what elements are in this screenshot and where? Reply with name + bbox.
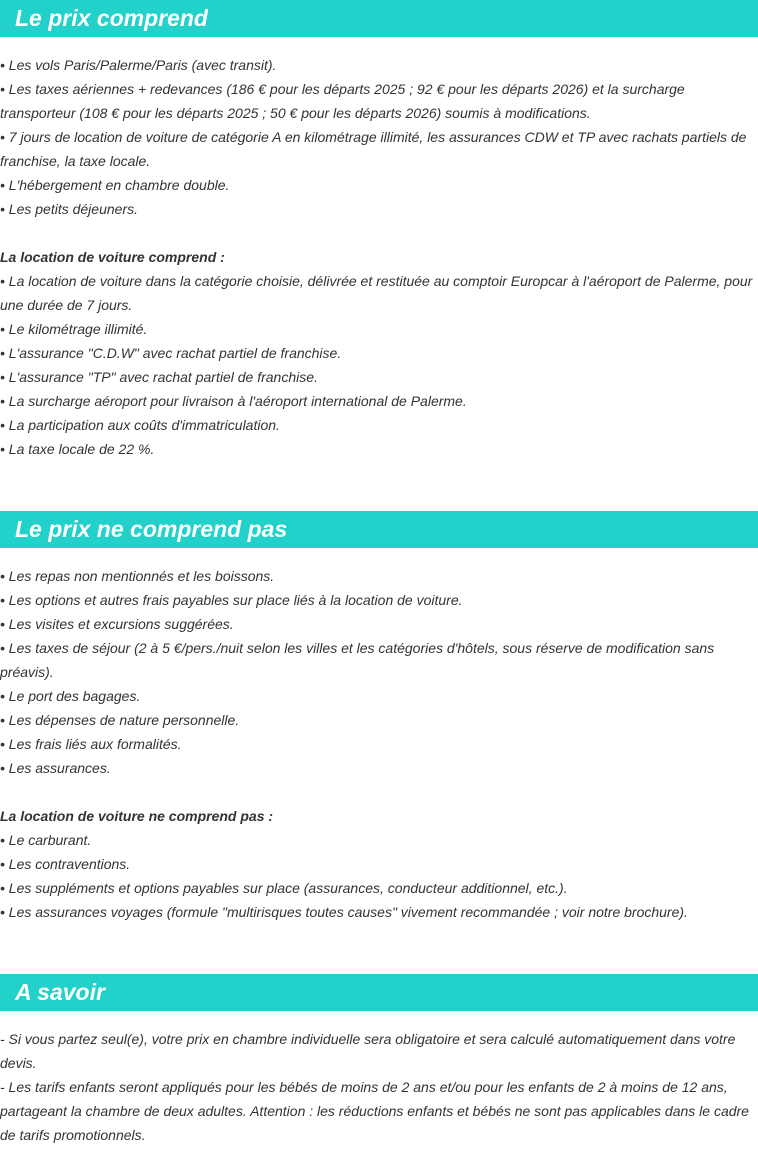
list-item: • Les visites et excursions suggérées. <box>0 616 234 632</box>
list-item: • L'assurance "C.D.W" avec rachat partiel de franchise. <box>0 345 342 361</box>
list-item: • Les assurances voyages (formule "multirisques toutes causes" vivement recommandée ; voir notre brochure). <box>0 904 688 920</box>
spacer <box>0 221 758 245</box>
list-item: • Les suppléments et options payables sur place (assurances, conducteur additionnel, etc.). <box>0 880 568 896</box>
list-item: • Les options et autres frais payables sur place liés à la location de voiture. <box>0 592 463 608</box>
section-body-prix-comprend <box>0 53 758 461</box>
list-item: • Les dépenses de nature personnelle. <box>0 712 240 728</box>
list-item: • La participation aux coûts d'immatriculation. <box>0 417 280 433</box>
list-item: • La taxe locale de 22 %. <box>0 441 155 457</box>
list-item: • L'hébergement en chambre double. <box>0 177 230 193</box>
list-item: • La location de voiture dans la catégorie choisie, délivrée et restituée au comptoir Europcar à l'aéroport de Palerme, pour une durée de 7 jours. <box>0 273 753 313</box>
list-item: • Le port des bagages. <box>0 688 141 704</box>
list-item: • Les contraventions. <box>0 856 131 872</box>
section-header-prix-comprend: Le prix comprend <box>0 0 758 37</box>
list-item: - Si vous partez seul(e), votre prix en chambre individuelle sera obligatoire et sera calculé automatiquement dans votre devis. <box>0 1031 736 1071</box>
section-body-prix-ne-comprend-pas <box>0 564 758 924</box>
list-item: - Les tarifs enfants seront appliqués pour les bébés de moins de 2 ans et/ou pour les enfants de 2 à moins de 12 ans, partageant la chambre de deux adultes. Attention : les réductions enfants et bébés ne sont pas applicables dans le cadre de tarifs promotionnels. <box>0 1079 749 1143</box>
section-header-a-savoir: A savoir <box>0 974 758 1011</box>
list-item: • Le kilométrage illimité. <box>0 321 148 337</box>
list-item: • Les repas non mentionnés et les boissons. <box>0 568 275 584</box>
list-item: • Les taxes de séjour (2 à 5 €/pers./nuit selon les villes et les catégories d'hôtels, sous réserve de modification sans préavis). <box>0 640 715 680</box>
list-item: • Les taxes aériennes + redevances (186 € pour les départs 2025 ; 92 € pour les départs 2026) et la surcharge transporteur (108 € pour les départs 2025 ; 50 € pour les départs 2026) soumis à modifications. <box>0 81 685 121</box>
list-item: • 7 jours de location de voiture de catégorie A en kilométrage illimité, les assurances CDW et TP avec rachats partiels de franchise, la taxe locale. <box>0 129 747 169</box>
list-item: • La surcharge aéroport pour livraison à l'aéroport international de Palerme. <box>0 393 467 409</box>
list-item: • Les assurances. <box>0 760 111 776</box>
list-item: • Le carburant. <box>0 832 92 848</box>
sub-title-location-comprend: La location de voiture comprend : <box>0 249 225 265</box>
section-body-a-savoir <box>0 1027 758 1147</box>
list-item: • Les frais liés aux formalités. <box>0 736 182 752</box>
list-item: • Les petits déjeuners. <box>0 201 138 217</box>
list-item: • L'assurance "TP" avec rachat partiel de franchise. <box>0 369 318 385</box>
sub-title-location-ne-comprend-pas: La location de voiture ne comprend pas : <box>0 808 274 824</box>
section-header-prix-ne-comprend-pas: Le prix ne comprend pas <box>0 511 758 548</box>
list-item: • Les vols Paris/Palerme/Paris (avec transit). <box>0 57 277 73</box>
spacer <box>0 780 758 804</box>
